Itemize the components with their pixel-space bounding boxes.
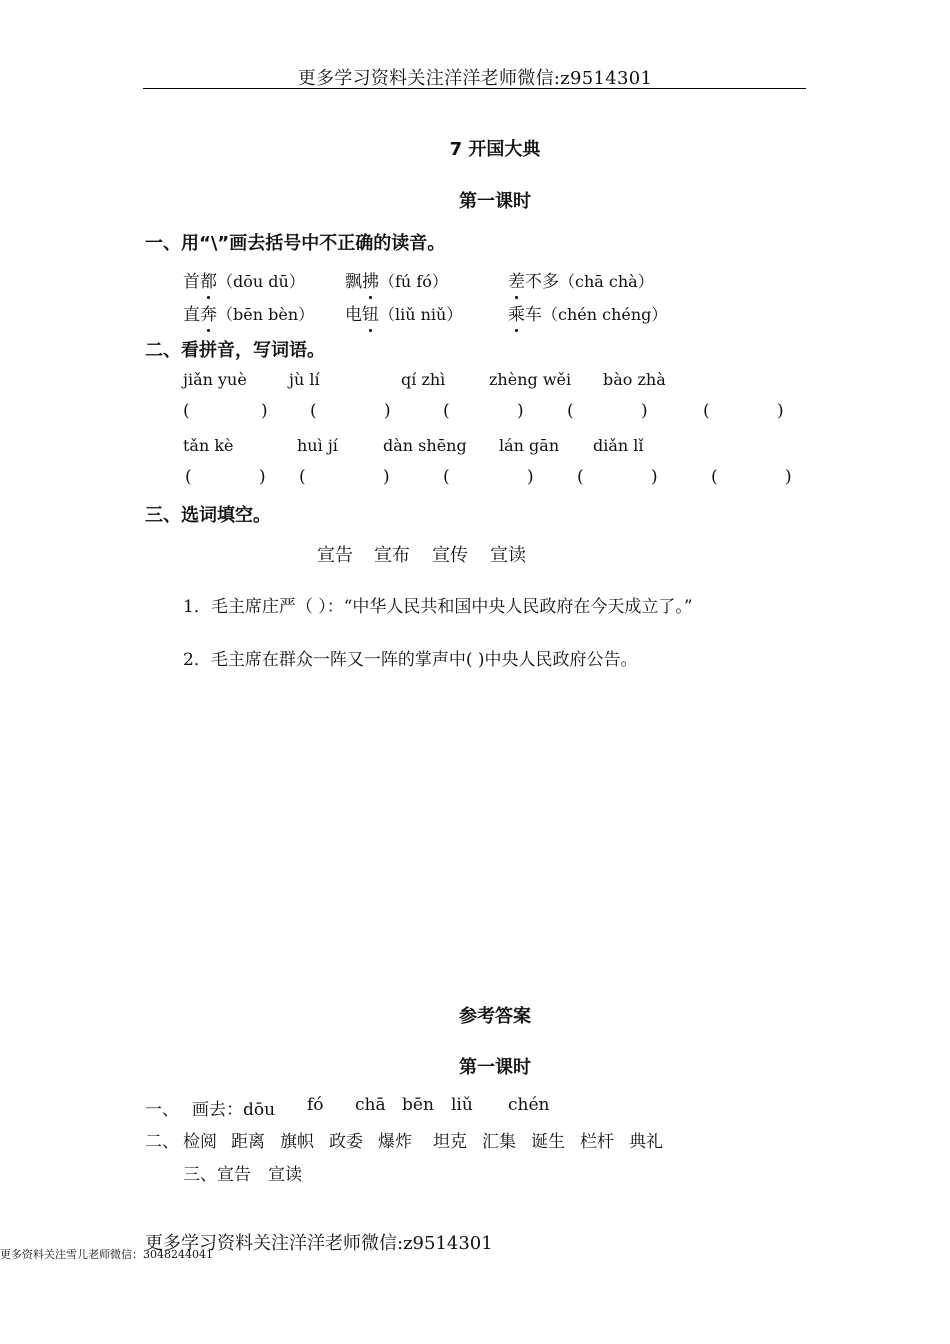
fill-question-2: 2．毛主席在群众一阵又一阵的掌声中( )中央人民政府公告。 (183, 650, 638, 670)
answer-blank-close: ) (785, 467, 792, 487)
answer-blank-open: ( (443, 467, 450, 487)
answer-blank-open: ( (577, 467, 584, 487)
dotted-char: 钮 (362, 300, 379, 325)
section1-heading: 一、用“\”画去括号中不正确的读音。 (145, 233, 446, 254)
answer-blank-close: ) (259, 467, 266, 487)
answer-blank-open: ( (299, 467, 306, 487)
dotted-char: 差 (508, 267, 525, 292)
section2-heading: 二、看拼音，写词语。 (145, 340, 325, 361)
pron-item: 飘拂（fú fó） (345, 267, 448, 292)
pinyin-prompt: bào zhà (603, 370, 666, 389)
pron-item: 首都（dōu dū） (183, 267, 305, 292)
answer-blank-close: ) (261, 401, 268, 421)
pron-item: 乘车（chén chéng） (508, 300, 667, 325)
answer2-label: 二、 (145, 1132, 179, 1152)
answer-blank-open: ( (183, 401, 190, 421)
pinyin-options: （bēn bèn） (217, 305, 315, 324)
answer-blank-open: ( (185, 467, 192, 487)
pron-item: 差不多（chā chà） (508, 267, 654, 292)
dotted-char: 乘 (508, 300, 525, 325)
lesson-title: 7 开国大典 (449, 139, 541, 160)
answer-blank-open: ( (310, 401, 317, 421)
pinyin-prompt: diǎn lǐ (593, 436, 644, 455)
pron-item: 电钮（liǔ niǔ） (345, 300, 462, 325)
word-choice: 宣布 (374, 545, 410, 566)
answer-blank-open: ( (703, 401, 710, 421)
word-choice: 宣告 (317, 545, 353, 566)
answer1-item: fó (307, 1095, 324, 1115)
pinyin-prompt: jù lí (289, 370, 320, 389)
answer2-item: 栏杆 (580, 1132, 614, 1152)
pinyin-prompt: zhèng wěi (489, 370, 572, 389)
answer-blank-close: ) (641, 401, 648, 421)
answer3-text: 三、宣告 宣读 (183, 1165, 302, 1185)
answer-blank-open: ( (443, 401, 450, 421)
answer-blank-close: ) (527, 467, 534, 487)
answer-blank-open: ( (711, 467, 718, 487)
header-rule (143, 88, 806, 89)
pinyin-prompt: qí zhì (401, 370, 446, 389)
answer2-item: 政委 (329, 1132, 363, 1152)
answer2-item: 检阅 (183, 1132, 217, 1152)
answer1-item: liǔ (451, 1095, 473, 1115)
word-choice: 宣传 (432, 545, 468, 566)
dotted-char: 拂 (362, 267, 379, 292)
answer-blank-close: ) (651, 467, 658, 487)
section3-heading: 三、选词填空。 (145, 505, 271, 526)
answer-blank-close: ) (384, 401, 391, 421)
pinyin-prompt: jiǎn yuè (183, 370, 247, 389)
pinyin-options: （chén chéng） (542, 305, 668, 324)
answer-blank-close: ) (383, 467, 390, 487)
pinyin-options: （liǔ niǔ） (379, 305, 463, 324)
page-header: 更多学习资料关注洋洋老师微信:z9514301 (297, 68, 653, 89)
page-footer: 更多学习资料关注洋洋老师微信:z9514301 (145, 1233, 493, 1254)
answer2-item: 典礼 (629, 1132, 663, 1152)
pinyin-prompt: tǎn kè (183, 436, 234, 455)
pron-item: 直奔（bēn bèn） (183, 300, 314, 325)
dotted-char: 都 (200, 267, 217, 292)
pinyin-prompt: dàn shēng (383, 436, 467, 455)
answer2-item: 旗帜 (280, 1132, 314, 1152)
answer1-item: chā (355, 1095, 386, 1115)
answer-blank-close: ) (777, 401, 784, 421)
lesson-subtitle: 第一课时 (459, 191, 531, 212)
fill-question-1: 1．毛主席庄严（ ）：“中华人民共和国中央人民政府在今天成立了。” (183, 597, 693, 617)
answers-title: 参考答案 (459, 1006, 531, 1027)
word-choice: 宣读 (490, 545, 526, 566)
pinyin-options: （chā chà） (559, 272, 654, 291)
answer2-item: 距离 (231, 1132, 265, 1152)
answer2-item: 爆炸 (378, 1132, 412, 1152)
answer2-item: 汇集 (482, 1132, 516, 1152)
footer-watermark: 更多资料关注雪儿老师微信：3048244041 (0, 1248, 213, 1261)
answer1-item: chén (508, 1095, 550, 1115)
pinyin-options: （dōu dū） (217, 272, 305, 291)
answer1-item: bēn (402, 1095, 434, 1115)
answer-blank-open: ( (567, 401, 574, 421)
pinyin-prompt: lán gān (499, 436, 560, 455)
answer2-item: 坦克 (433, 1132, 467, 1152)
answer2-item: 诞生 (531, 1132, 565, 1152)
answer1-label: 一、 (145, 1100, 179, 1120)
pinyin-prompt: huì jí (297, 436, 338, 455)
answers-subtitle: 第一课时 (459, 1057, 531, 1078)
dotted-char: 奔 (200, 300, 217, 325)
pinyin-options: （fú fó） (379, 272, 448, 291)
answer-blank-close: ) (517, 401, 524, 421)
answer1-text: 画去：dōu (192, 1100, 276, 1120)
